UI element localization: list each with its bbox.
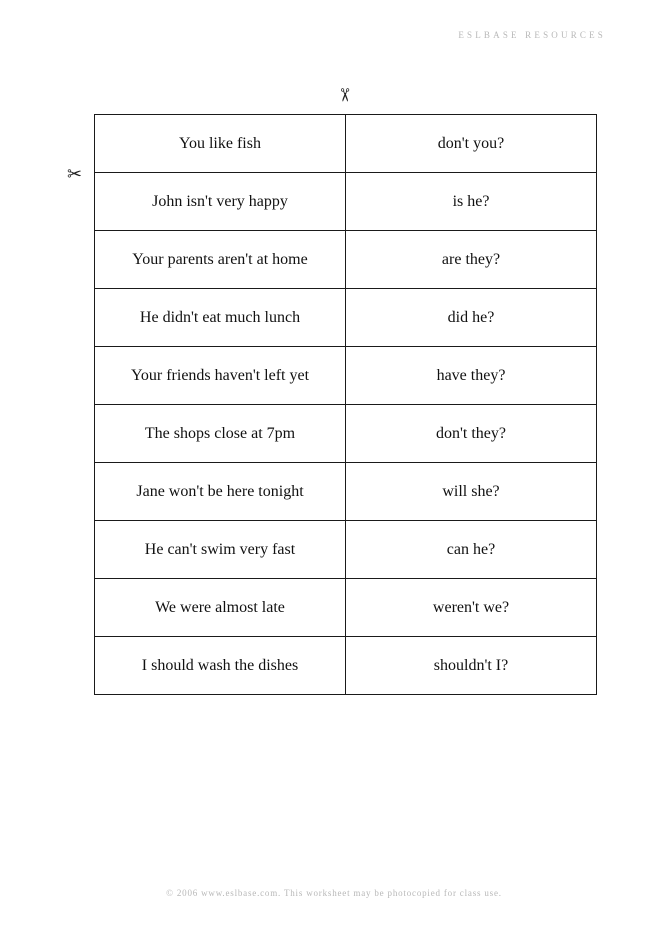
header-brand: ESLBASE RESOURCES: [458, 30, 606, 40]
statement-card: Your friends haven't left yet: [95, 347, 346, 405]
tag-card: can he?: [346, 521, 597, 579]
statement-card: I should wash the dishes: [95, 637, 346, 695]
tag-card: have they?: [346, 347, 597, 405]
statement-card: Jane won't be here tonight: [95, 463, 346, 521]
statement-card: He didn't eat much lunch: [95, 289, 346, 347]
scissors-icon: ✂: [67, 164, 83, 185]
card-row: [95, 347, 597, 405]
tag-card: did he?: [346, 289, 597, 347]
card-row: [95, 637, 597, 695]
card-row: [95, 405, 597, 463]
card-row: [95, 521, 597, 579]
statement-card: The shops close at 7pm: [95, 405, 346, 463]
card-row: [95, 463, 597, 521]
tag-card: are they?: [346, 231, 597, 289]
tag-card: shouldn't I?: [346, 637, 597, 695]
tag-card: don't they?: [346, 405, 597, 463]
card-row: [95, 173, 597, 231]
card-row: [95, 289, 597, 347]
scissors-icon: ✂: [333, 87, 355, 103]
tag-card: will she?: [346, 463, 597, 521]
tag-card: weren't we?: [346, 579, 597, 637]
card-row: [95, 579, 597, 637]
tag-card: don't you?: [346, 115, 597, 173]
tag-card: is he?: [346, 173, 597, 231]
statement-card: John isn't very happy: [95, 173, 346, 231]
card-row: [95, 115, 597, 173]
statement-card: Your parents aren't at home: [95, 231, 346, 289]
card-row: [95, 231, 597, 289]
statement-card: You like fish: [95, 115, 346, 173]
footer-copyright: © 2006 www.eslbase.com. This worksheet may be photocopied for class use.: [166, 888, 502, 898]
statement-card: He can't swim very fast: [95, 521, 346, 579]
tag-question-cards: [94, 114, 597, 695]
statement-card: We were almost late: [95, 579, 346, 637]
